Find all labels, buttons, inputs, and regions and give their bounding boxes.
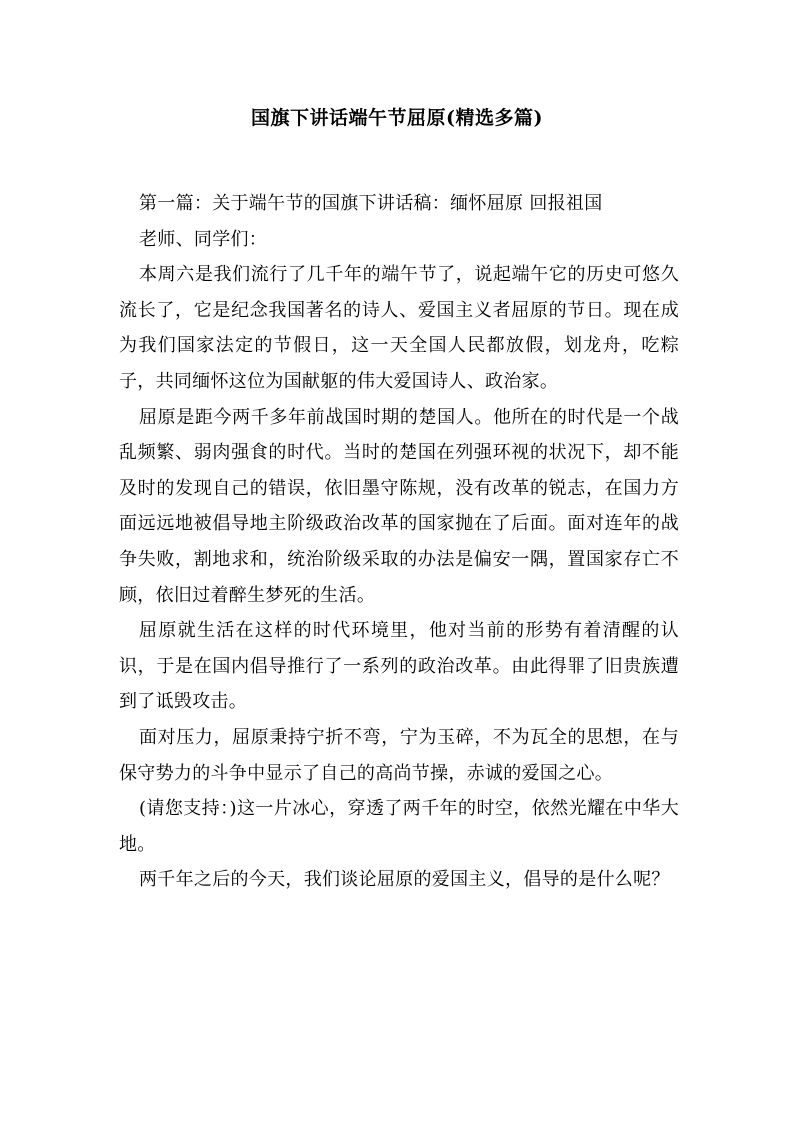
paragraph: 屈原就生活在这样的时代环境里，他对当前的形势有着清醒的认识，于是在国内倡导推行了一系列的政治改革。由此得罪了旧贵族遭到了诋毁攻击。 [119, 620, 679, 713]
paragraph: (请您支持：)这一片冰心，穿透了两千年的时空，依然光耀在中华大地。 [119, 798, 679, 855]
document-title: 国旗下讲话端午节屈原(精选多篇) [251, 107, 543, 129]
document-body [119, 186, 679, 898]
heading-line: 第一篇：关于端午节的国旗下讲话稿：缅怀屈原 回报祖国 [139, 193, 603, 214]
paragraph: 面对压力，屈原秉持宁折不弯，宁为玉碎，不为瓦全的思想，在与保守势力的斗争中显示了自己的高尚节操，赤诚的爱国之心。 [119, 726, 679, 784]
paragraph: 屈原是距今两千多年前战国时期的楚国人。他所在的时代是一个战乱频繁、弱肉强食的时代。当时的楚国在列强环视的状况下，却不能及时的发现自己的错误，依旧墨守陈规，没有改革的锐志，在国力方面远远地被倡导地主阶级政治改革的国家抛在了后面。面对连年的战争失败，割地求和，统治阶级采取的办法是偏安一隅，置国家存亡不顾，依旧过着醉生梦死的生活。 [119, 406, 679, 606]
salutation: 老师、同学们： [139, 228, 268, 250]
paragraph: 本周六是我们流行了几千年的端午节了，说起端午它的历史可悠久流长了，它是纪念我国著名的诗人、爱国主义者屈原的节日。现在成为我们国家法定的节假日，这一天全国人民都放假，划龙舟，吃粽子，共同缅怀这位为国献躯的伟大爱国诗人、政治家。 [119, 264, 679, 392]
paragraph: 两千年之后的今天，我们谈论屈原的爱国主义，倡导的是什么呢？ [139, 869, 670, 891]
